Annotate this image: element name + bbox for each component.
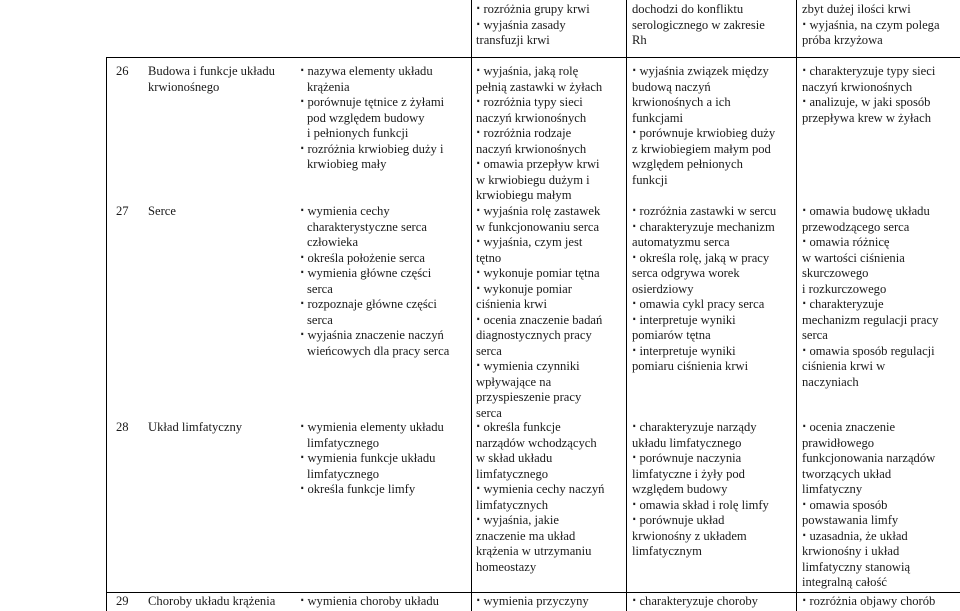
list-item: ‧ charakteryzuje typy sieci [802,64,935,80]
list-item: charakterystyczne serca [307,219,427,234]
list-item: dochodzi do konfliktu [632,2,744,16]
list-item: ‧ interpretuje wyniki [632,313,776,329]
list-item: limfatycznym [632,544,702,558]
list-item: powstawania limfy [802,513,899,527]
list-item: ‧ porównuje tętnice z żyłami [300,95,444,111]
list-item: naczyń krwionośnych [802,79,913,94]
topic-cell [148,420,242,436]
list-item: ‧ wyjaśnia, na czym polega [802,18,940,34]
list-item: ‧ określa położenie serca [300,251,449,267]
list-item: limfatyczny stanowią [802,559,911,574]
list-item: naczyniach [802,374,859,389]
list-item: tworzących układ [802,466,892,481]
row27-col1 [300,204,449,359]
list-item: ‧ rozróżnia typy sieci [476,95,602,111]
rule-row-29 [106,592,960,593]
list-item: ‧ wymienia główne części [300,266,449,282]
row26-col4 [802,64,935,126]
top-cell-3 [476,2,590,49]
list-item: automatyzmu serca [632,235,730,249]
list-item: ‧ rozróżnia zastawki w sercu [632,204,776,220]
list-item: budową naczyń [632,79,711,94]
topic-line: Układ limfatyczny [148,420,243,434]
list-item: limfatycznego [476,466,549,481]
list-item: krwionośny i układ [802,544,900,558]
list-item: serca odgrywa worek [632,266,740,280]
topic-cell [148,204,176,220]
list-item: ‧ omawia sposób [802,498,935,514]
row-number: 26 [116,64,129,78]
list-item: ‧ nazywa elementy układu [300,64,444,80]
list-item: ‧ charakteryzuje choroby [632,594,758,610]
list-item: ‧ omawia skład i rolę limfy [632,498,769,514]
list-item: ‧ rozpoznaje główne części [300,297,449,313]
list-item: mechanizm regulacji pracy [802,312,939,327]
row29-col2 [476,594,589,610]
list-item: limfatycznego [307,466,380,481]
list-item: ‧ rozróżnia krwiobieg duży i [300,142,444,158]
list-item: ‧ wykonuje pomiar [476,282,602,298]
list-item: limfatycznych [476,497,549,512]
list-item: ‧ wyjaśnia, czym jest [476,235,602,251]
list-item: ‧ charakteryzuje narządy [632,420,769,436]
list-item: zbyt dużej ilości krwi [802,2,911,16]
list-item: narządów wchodzących [476,435,597,450]
list-item: ‧ charakteryzuje [802,297,938,313]
list-item: w funkcjonowaniu serca [476,219,600,234]
list-item: z krwiobiegiem małym pod [632,141,771,156]
list-item: serca [802,328,828,342]
rule-left [106,57,107,611]
list-item: ‧ ocenia znaczenie badań [476,313,602,329]
list-item: tętno [476,250,502,265]
list-item: ‧ wyjaśnia, jaką rolę [476,64,602,80]
row27-col4 [802,204,938,390]
list-item: pomiarów tętna [632,328,711,342]
list-item: ‧ rozróżnia objawy chorób [802,594,935,610]
list-item: ‧ uzasadnia, że układ [802,529,935,545]
list-item: ‧ porównuje naczynia [632,451,769,467]
rule-col-4 [796,0,797,611]
list-item: funkcjami [632,110,684,125]
row27-col3 [632,204,776,375]
list-item: krwionośny z układem [632,528,747,543]
row28-col4 [802,420,935,591]
rule-col-2 [471,0,472,611]
row-number: 28 [116,420,129,434]
list-item: w skład układu [476,451,553,465]
row28-col2 [476,420,604,575]
rule-col-3 [626,0,627,611]
list-item: ‧ wyjaśnia znaczenie naczyń [300,328,449,344]
list-item: serca [307,312,333,327]
list-item: funkcjonowania narządów [802,451,936,465]
list-item: pełnią zastawki w żyłach [476,79,603,94]
list-item: ‧ interpretuje wyniki [632,344,776,360]
list-item: ‧ wykonuje pomiar tętna [476,266,602,282]
list-item: i rozkurczowego [802,281,887,296]
list-item: próba krzyżowa [802,33,883,47]
list-item: ‧ charakteryzuje mechanizm [632,220,776,236]
list-item: pod względem budowy [307,110,425,125]
list-item: znaczenie ma układ [476,528,576,543]
row28-col3 [632,420,769,560]
topic-line: Choroby układu krążenia [148,594,276,608]
list-item: ‧ wymienia choroby układu [300,594,439,610]
list-item: ‧ określa funkcje [476,420,604,436]
list-item: limfatyczne i żyły pod [632,466,745,481]
list-item: w wartości ciśnienia [802,250,905,265]
list-item: ‧ wymienia czynniki [476,359,602,375]
list-item: skurczowego [802,266,869,280]
row27-col2 [476,204,602,421]
row29-col1 [300,594,439,610]
list-item: ‧ ocenia znaczenie [802,420,935,436]
list-item: ‧ wymienia funkcje układu [300,451,444,467]
list-item: ‧ określa rolę, jaką w pracy [632,251,776,267]
topic-line: Serce [148,204,176,218]
list-item: ‧ omawia sposób regulacji [802,344,938,360]
list-item: ‧ analizuje, w jaki sposób [802,95,935,111]
list-item: osierdziowy [632,281,694,296]
list-item: ‧ omawia przepływ krwi [476,157,602,173]
rule-top-row [106,57,960,58]
list-item: przepływa krew w żyłach [802,110,932,125]
row-number: 27 [116,204,129,218]
list-item: w krwiobiegu dużym i [476,172,590,187]
list-item: człowieka [307,235,359,249]
row-number: 29 [116,594,129,608]
list-item: serologicznego w zakresie [632,17,765,32]
list-item: serca [307,281,333,296]
topic-cell [148,594,275,610]
row28-col1 [300,420,444,498]
list-item: ‧ wyjaśnia, jakie [476,513,604,529]
list-item: diagnostycznych pracy [476,328,592,342]
list-item: przewodzącego serca [802,219,910,234]
list-item: limfatyczny [802,482,863,496]
list-item: krwionośnych a ich [632,95,731,109]
row26-col3 [632,64,775,188]
row29-col3 [632,594,758,610]
list-item: ‧ wymienia przyczyny [476,594,589,610]
list-item: transfuzji krwi [476,33,550,47]
row26-col2 [476,64,602,204]
list-item: krążenia w utrzymaniu [476,544,592,558]
list-item: ‧ określa funkcje limfy [300,482,444,498]
list-item: homeostazy [476,559,537,574]
list-item: naczyń krwionośnych [476,110,587,125]
list-item: i pełnionych funkcji [307,126,409,140]
list-item: funkcji [632,172,668,187]
list-item: prawidłowego [802,435,875,450]
list-item: ‧ rozróżnia rodzaje [476,126,602,142]
list-item: względem budowy [632,482,728,496]
list-item: krwiobieg mały [307,157,387,171]
top-cell-4 [632,2,765,49]
list-item: ‧ wyjaśnia związek między [632,64,775,80]
topic-cell [148,64,275,95]
list-item: ‧ porównuje krwiobieg duży [632,126,775,142]
list-item: wpływające na [476,374,552,389]
list-item: integralną całość [802,575,887,589]
list-item: układu limfatycznego [632,435,742,450]
list-item: ‧ wymienia cechy [300,204,449,220]
list-item: naczyń krwionośnych [476,141,587,156]
list-item: serca [476,343,502,358]
list-item: pomiaru ciśnienia krwi [632,359,749,373]
list-item: przyspieszenie pracy [476,390,582,404]
row29-col4 [802,594,935,610]
list-item: limfatycznego [307,435,380,450]
list-item: ‧ omawia cykl pracy serca [632,297,776,313]
list-item: względem pełnionych [632,157,743,171]
list-item: ciśnienia krwi [476,297,547,311]
topic-line: krwionośnego [148,79,220,94]
list-item: ‧ omawia budowę układu [802,204,938,220]
list-item: ‧ omawia różnicę [802,235,938,251]
list-item: wieńcowych dla pracy serca [307,343,450,358]
list-item: ‧ wyjaśnia zasady [476,18,590,34]
list-item: ‧ porównuje układ [632,513,769,529]
list-item: Rh [632,33,647,47]
list-item: ‧ wymienia elementy układu [300,420,444,436]
top-cell-5 [802,2,940,49]
list-item: serca [476,405,502,420]
list-item: ‧ wyjaśnia rolę zastawek [476,204,602,220]
list-item: ‧ wymienia cechy naczyń [476,482,604,498]
list-item: ciśnienia krwi w [802,359,886,373]
list-item: krwiobiegu małym [476,188,572,202]
list-item: ‧ rozróżnia grupy krwi [476,2,590,18]
row26-col1 [300,64,444,173]
topic-line: Budowa i funkcje układu [148,64,275,78]
list-item: krążenia [307,79,350,94]
